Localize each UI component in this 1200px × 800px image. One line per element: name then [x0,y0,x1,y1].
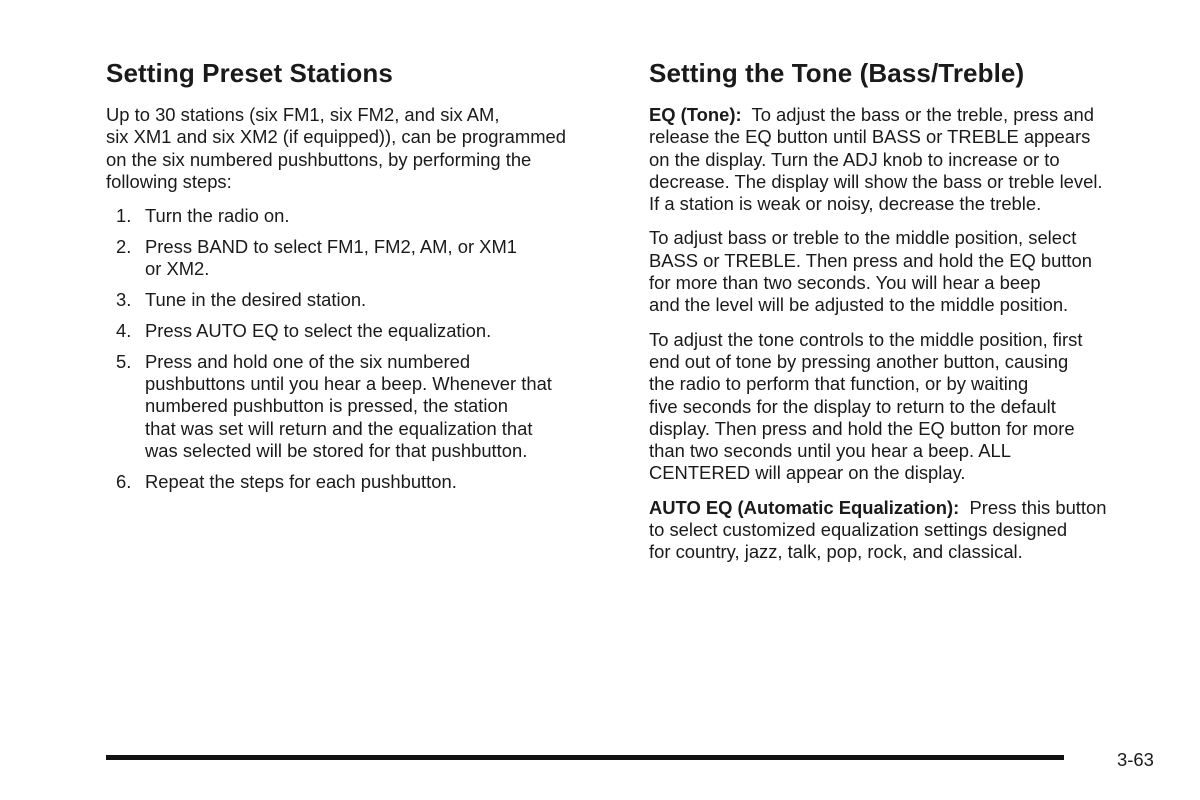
step-number: 4. [116,319,132,341]
step-text: Press AUTO EQ to select the equalization. [145,319,492,341]
eq-line: release the EQ button until BASS or TREBLE appears [649,126,1091,148]
eq-line: on the display. Turn the ADJ knob to increase or to [649,148,1060,170]
auto-eq-paragraph [649,497,1159,564]
eq-line: If a station is weak or noisy, decrease the treble. [649,193,1042,215]
section-heading-preset-stations: Setting Preset Stations [106,58,393,88]
step-item-3 [106,289,616,311]
step-text: Repeat the steps for each pushbutton. [145,470,457,492]
tone-line: CENTERED will appear on the display. [649,462,966,484]
auto-eq-first-line [649,497,1159,519]
auto-eq-line: for country, jazz, talk, pop, rock, and classical. [649,541,1023,563]
tone-line: To adjust the tone controls to the middle position, first [649,328,1083,350]
step-item-6 [106,471,616,493]
step-text: Turn the radio on. [145,205,290,227]
section-heading-tone: Setting the Tone (Bass/Treble) [649,58,1025,88]
auto-eq-line: to select customized equalization settings designed [649,519,1068,541]
step-number: 6. [116,470,132,492]
step-number: 1. [116,205,132,227]
tone-controls-paragraph [649,329,1159,485]
step-item-2 [106,236,616,281]
step-number: 5. [116,350,132,372]
auto-eq-first-text: Press this button [969,496,1107,518]
tone-line: display. Then press and hold the EQ button for more [649,417,1075,439]
eq-label: EQ (Tone): [649,104,742,125]
step-item-4 [106,320,616,342]
tone-line: five seconds for the display to return to the default [649,395,1056,417]
step-text: pushbuttons until you hear a beep. Whenever that [145,372,552,394]
step-text: or XM2. [145,258,210,280]
middle-position-paragraph [649,227,1159,316]
eq-first-text: To adjust the bass or the treble, press and [751,104,1094,125]
step-text: Press and hold one of the six numbered [145,350,471,372]
middle-line: To adjust bass or treble to the middle position, select [649,227,1077,249]
step-text: that was set will return and the equalization that [145,417,533,439]
left-column [106,56,616,501]
right-column [649,56,1159,576]
step-number: 2. [116,235,132,257]
footer-rule [106,755,1064,760]
step-text: Tune in the desired station. [145,289,367,311]
step-text: was selected will be stored for that pushbutton. [145,439,528,461]
tone-line: than two seconds until you hear a beep. ALL [649,440,1011,462]
eq-paragraph [649,104,1159,215]
eq-line: decrease. The display will show the bass or treble level. [649,170,1103,192]
tone-line: the radio to perform that function, or by waiting [649,373,1029,395]
auto-eq-label: AUTO EQ (Automatic Equalization): [649,496,960,518]
step-number: 3. [116,289,132,311]
page-number: 3-63 [1117,749,1154,770]
middle-line: for more than two seconds. You will hear a beep [649,272,1041,294]
middle-line: and the level will be adjusted to the middle position. [649,294,1069,316]
intro-line: six XM1 and six XM2 (if equipped)), can be programmed [106,126,566,148]
intro-line: Up to 30 stations (six FM1, six FM2, and six AM, [106,104,500,125]
step-item-1 [106,205,616,227]
intro-line: following steps: [106,170,232,192]
intro-paragraph [106,104,616,193]
middle-line: BASS or TREBLE. Then press and hold the EQ button [649,249,1093,271]
tone-line: end out of tone by pressing another button, causing [649,350,1069,372]
step-item-5 [106,351,616,462]
steps-list [106,205,616,493]
step-text: Press BAND to select FM1, FM2, AM, or XM1 [145,235,517,257]
step-text: numbered pushbutton is pressed, the station [145,395,508,417]
eq-first-line [649,104,1159,126]
intro-line: on the six numbered pushbuttons, by performing the [106,148,532,170]
